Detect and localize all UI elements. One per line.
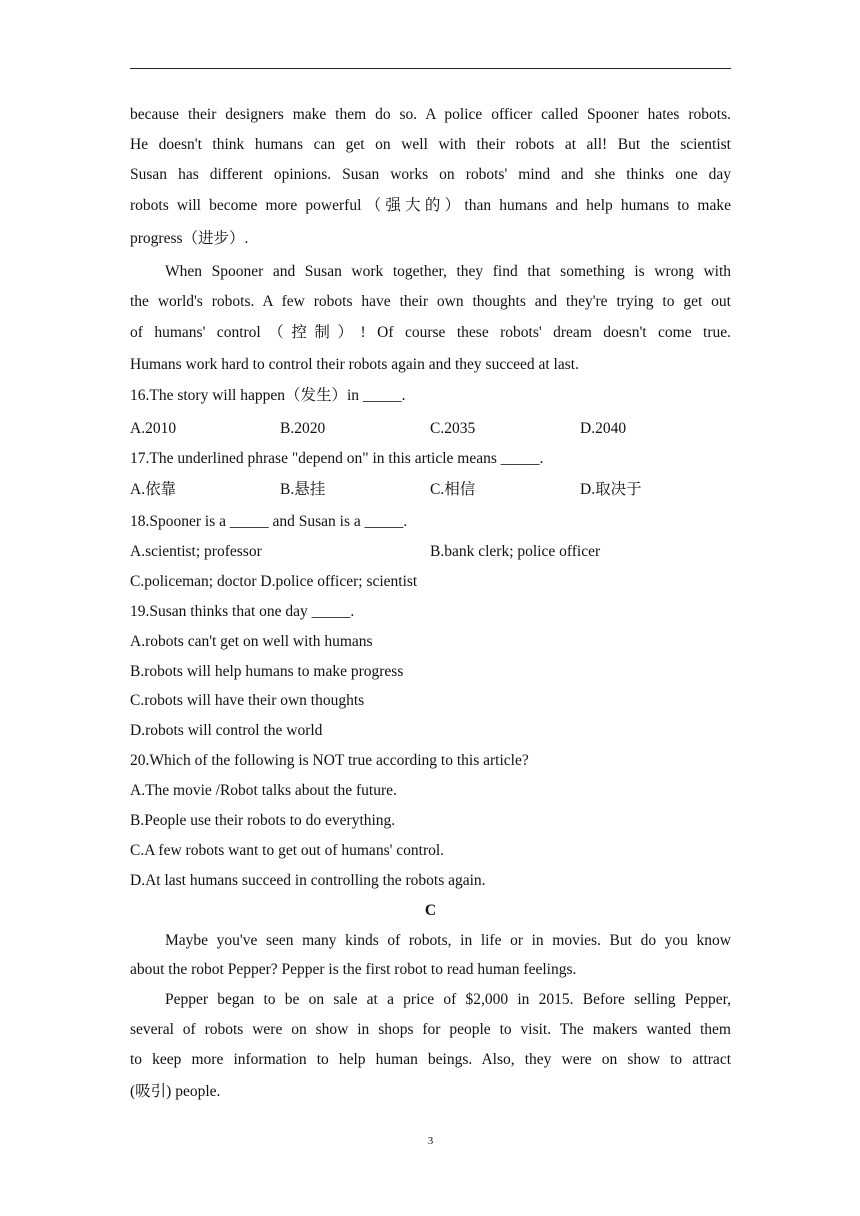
question-19-option-d: D.robots will control the world [130,722,323,739]
passage-b-line-8: of humans' control（控制）! Of course these robots' dream doesn't come true. [130,324,731,341]
header-rule [130,68,731,69]
question-18-option-c-d: C.policeman; doctor D.police officer; scientist [130,573,418,590]
question-18-option-a: A.scientist; professor [130,543,262,560]
passage-c-line-3: Pepper began to be on sale at a price of $2,000 in 2015. Before selling Pepper, [165,991,731,1008]
passage-c-line-4: several of robots were on show in shops for people to visit. The makers wanted them [130,1021,731,1038]
question-16-option-c: C.2035 [430,420,476,437]
page-number: 3 [427,1135,434,1147]
question-20-option-a: A.The movie /Robot talks about the future. [130,782,397,799]
question-17-option-b: B.悬挂 [280,481,326,498]
question-20-option-b: B.People use their robots to do everything. [130,812,396,829]
question-20-stem: 20.Which of the following is NOT true according to this article? [130,752,529,769]
passage-b-line-1: because their designers make them do so. A police officer called Spooner hates robots. [130,106,731,123]
passage-c-line-2: about the robot Pepper? Pepper is the first robot to read human feelings. [130,961,577,978]
passage-b-line-5: progress（进步）. [130,230,249,247]
question-17-option-a: A.依靠 [130,481,177,498]
question-20-option-d: D.At last humans succeed in controlling the robots again. [130,872,486,889]
passage-b-line-3: Susan has different opinions. Susan works on robots' mind and she thinks one day [130,166,731,183]
question-19-option-c: C.robots will have their own thoughts [130,692,365,709]
question-18-option-b: B.bank clerk; police officer [430,543,601,560]
question-20-option-c: C.A few robots want to get out of humans' control. [130,842,445,859]
question-19-option-b: B.robots will help humans to make progress [130,663,404,680]
passage-c-line-6: (吸引) people. [130,1083,221,1100]
question-19-option-a: A.robots can't get on well with humans [130,633,373,650]
passage-b-line-6: When Spooner and Susan work together, they find that something is wrong with [165,263,731,280]
question-16-option-a: A.2010 [130,420,177,437]
question-17-stem: 17.The underlined phrase "depend on" in this article means _____. [130,450,544,467]
passage-c-line-1: Maybe you've seen many kinds of robots, in life or in movies. But do you know [165,932,731,949]
passage-b-line-7: the world's robots. A few robots have their own thoughts and they're trying to get out [130,293,731,310]
question-16-option-d: D.2040 [580,420,627,437]
passage-b-line-2: He doesn't think humans can get on well with their robots at all! But the scientist [130,136,731,153]
question-17-option-d: D.取决于 [580,481,642,498]
section-heading-c: C [424,902,437,919]
passage-b-line-9: Humans work hard to control their robots again and they succeed at last. [130,356,579,373]
question-16-option-b: B.2020 [280,420,326,437]
passage-c-line-5: to keep more information to help human beings. Also, they were on show to attract [130,1051,731,1068]
question-16-stem: 16.The story will happen（发生）in _____. [130,387,406,404]
question-17-option-c: C.相信 [430,481,476,498]
question-18-stem: 18.Spooner is a _____ and Susan is a _____. [130,513,408,530]
question-19-stem: 19.Susan thinks that one day _____. [130,603,355,620]
passage-b-line-4: robots will become more powerful（强大的）than humans and help humans to make [130,197,731,214]
